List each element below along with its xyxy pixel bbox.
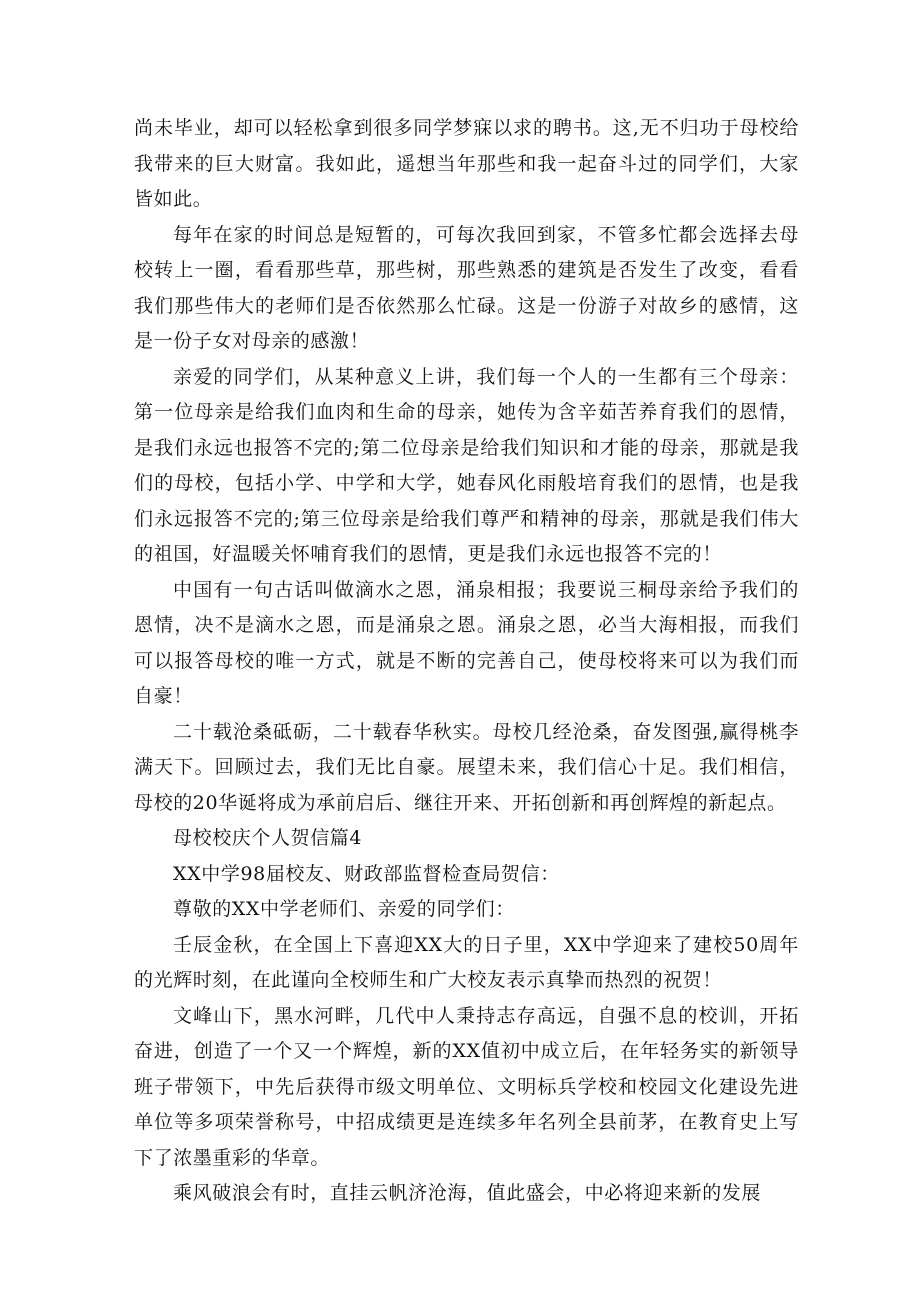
- letter-salutation: 尊敬的XX中学老师们、亲爱的同学们：: [173, 898, 515, 920]
- paragraph: 亲爱的同学们，从某种意义上讲，我们每一个人的一生都有三个母亲：第一位母亲是给我们血肉和生命的母亲，她传为含辛茹苦养育我们的恩情，是我们永远也报答不完的;第二位母亲是给我们知识和才能的母亲，那就是我们的母校，包括小学、中学和大学，她春风化雨般培育我们的恩情，也是我们永远报答不完的;第三位母亲是给我们尊严和精神的母亲，那就是我们伟大的祖国，好温暖关怀哺育我们的恩情，更是我们永远也报答不完的！: [134, 365, 799, 565]
- document-body: [134, 111, 799, 1212]
- paragraph: 每年在家的时间总是短暂的，可每次我回到家，不管多忙都会选择去母校转上一圈，看看那些草，那些树，那些熟悉的建筑是否发生了改变，看看我们那些伟大的老师们是否依然那么忙碌。这是一份游子对故乡的感情，这是一份子女对母亲的感激！: [134, 223, 799, 352]
- paragraph: 中国有一句古话叫做滴水之恩，涌泉相报；我要说三桐母亲给予我们的恩情，决不是滴水之恩，而是涌泉之恩。涌泉之恩，必当大海相报，而我们可以报答母校的唯一方式，就是不断的完善自己，使母校将来可以为我们而自豪！: [134, 578, 799, 707]
- paragraph: 文峰山下，黑水河畔，几代中人秉持志存高远，自强不息的校训，开拓奋进，创造了一个又一个辉煌，新的XX值初中成立后，在年轻务实的新领导班子带领下，中先后获得市级文明单位、文明标兵学校和校园文化建设先进单位等多项荣誉称号，中招成绩更是连续多年名列全县前茅，在教育史上写下了浓墨重彩的华章。: [134, 1004, 799, 1169]
- paragraph: 壬辰金秋，在全国上下喜迎XX大的日子里，XX中学迎来了建校50周年的光辉时刻，在此谨向全校师生和广大校友表示真挚而热烈的祝贺！: [134, 933, 799, 991]
- paragraph: 乘风破浪会有时，直挂云帆济沧海，值此盛会，中必将迎来新的发展: [173, 1182, 762, 1204]
- paragraph: 尚未毕业，却可以轻松拿到很多同学梦寐以求的聘书。这,无不归功于母校给我带来的巨大财富。我如此，遥想当年那些和我一起奋斗过的同学们，大家皆如此。: [134, 117, 799, 210]
- letter-sender-line: XX中学98届校友、财政部监督检查局贺信：: [173, 862, 560, 885]
- section-heading: 母校校庆个人贺信篇4: [173, 827, 363, 849]
- paragraph: 二十载沧桑砥砺，二十载春华秋实。母校几经沧桑，奋发图强,赢得桃李满天下。回顾过去，我们无比自豪。展望未来，我们信心十足。我们相信，母校的20华诞将成为承前启后、继往开来、开拓创新和再创辉煌的新起点。: [134, 720, 799, 814]
